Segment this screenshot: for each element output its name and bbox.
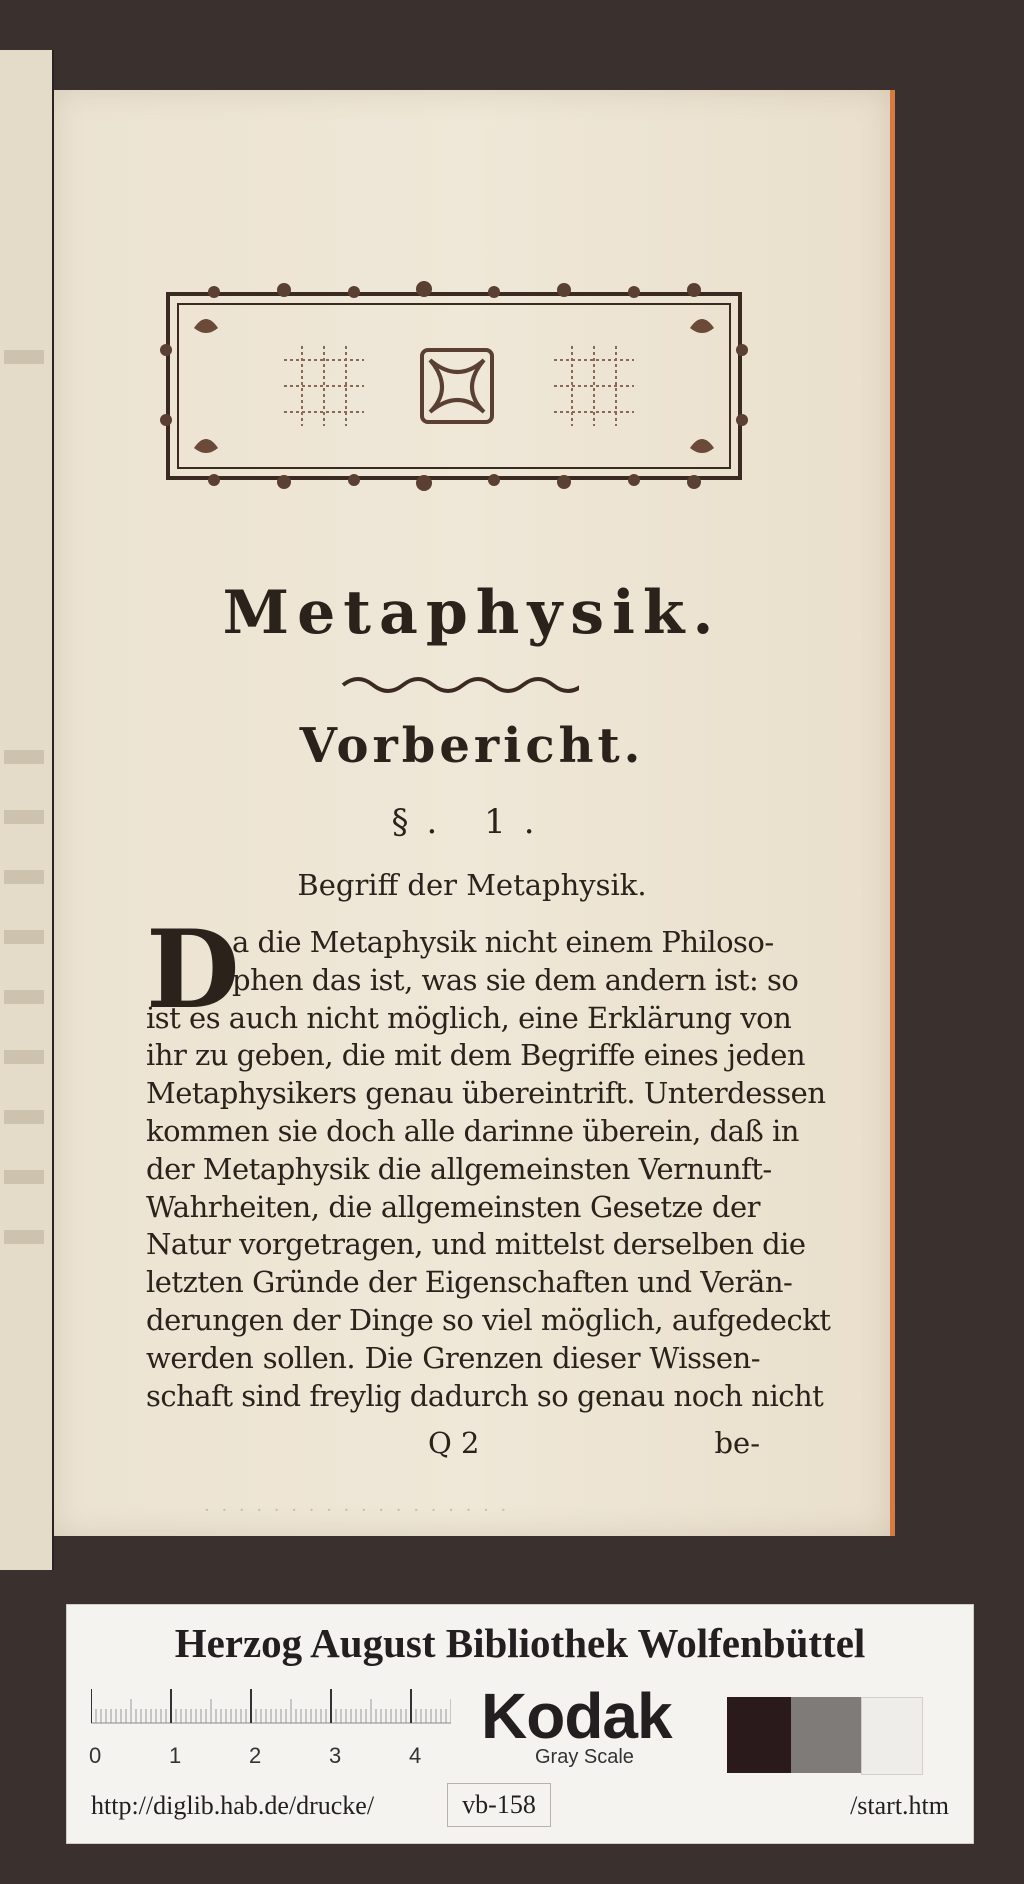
url-prefix: http://diglib.hab.de/drucke/ [91,1791,375,1820]
kodak-logo: Kodak [481,1680,672,1752]
text-line: ist es auch nicht möglich, eine Erklärung von [146,1000,792,1035]
text-line: werden sollen. Die Grenzen dieser Wissen- [146,1340,760,1375]
show-through-text: · · · · · · · · · · · · · · · · · · [204,1500,510,1521]
ruler-number: 3 [329,1743,342,1768]
ruler-number: 4 [409,1743,422,1768]
text-line: letzten Gründe der Eigenschaften und Verän- [146,1265,793,1300]
ruler-number: 1 [169,1743,182,1768]
ghost-text [4,350,44,364]
text-line: phen das ist, was sie dem andern ist: so [232,962,799,997]
page-title: Metaphysik. [222,578,722,648]
ghost-text [4,1170,44,1184]
text-line: ihr zu geben, die mit dem Begriffe eines jeden [146,1038,806,1073]
ghost-text [4,990,44,1004]
ghost-text [4,870,44,884]
ruler-number: 0 [89,1743,102,1768]
ghost-text [4,1110,44,1124]
catchword: be- [714,1426,760,1460]
section-number: §. 1. [391,802,553,842]
ghost-text [4,750,44,764]
ruler-scale [91,1689,451,1725]
ghost-text [4,1230,44,1244]
text-line: Natur vorgetragen, und mittelst derselben die [146,1227,806,1262]
book-page [54,90,895,1536]
swatch-light [861,1697,923,1775]
text-line: Wahrheiten, die allgemeinsten Gesetze der [146,1189,760,1224]
text-line: Metaphysikers genau übereintrift. Unterdessen [146,1076,826,1111]
swatch-mid [791,1697,861,1773]
ghost-text [4,810,44,824]
headpiece-ornament [154,280,754,492]
text-line: a die Metaphysik nicht einem Philoso- [232,925,774,959]
section-subtitle: Vorbericht. [299,718,645,774]
signature-mark: Q 2 [428,1426,480,1460]
scan-target-card [66,1604,974,1844]
ruler-number: 2 [249,1743,262,1768]
body-text [146,924,831,1415]
text-line: derungen der Dinge so viel möglich, aufgedeckt [146,1302,831,1337]
url-suffix: /start.htm [850,1791,949,1820]
ghost-text [4,930,44,944]
drop-cap: D [146,907,240,1033]
text-line: schaft sind freylig dadurch so genau noch nicht [146,1378,824,1413]
title-divider-ornament [339,673,579,697]
text-line: der Metaphysik die allgemeinsten Vernunft- [146,1151,772,1186]
text-line: kommen sie doch alle darinne überein, daß in [146,1113,799,1148]
shelfmark: vb-158 [447,1783,551,1827]
page-footer [146,1426,760,1466]
library-name: Herzog August Bibliothek Wolfenbüttel [174,1620,866,1666]
ghost-text [4,1050,44,1064]
gray-scale-label: Gray Scale [535,1746,634,1768]
adjacent-page-edge [0,50,54,1570]
section-heading: Begriff der Metaphysik. [297,868,647,902]
swatch-dark [727,1697,791,1773]
